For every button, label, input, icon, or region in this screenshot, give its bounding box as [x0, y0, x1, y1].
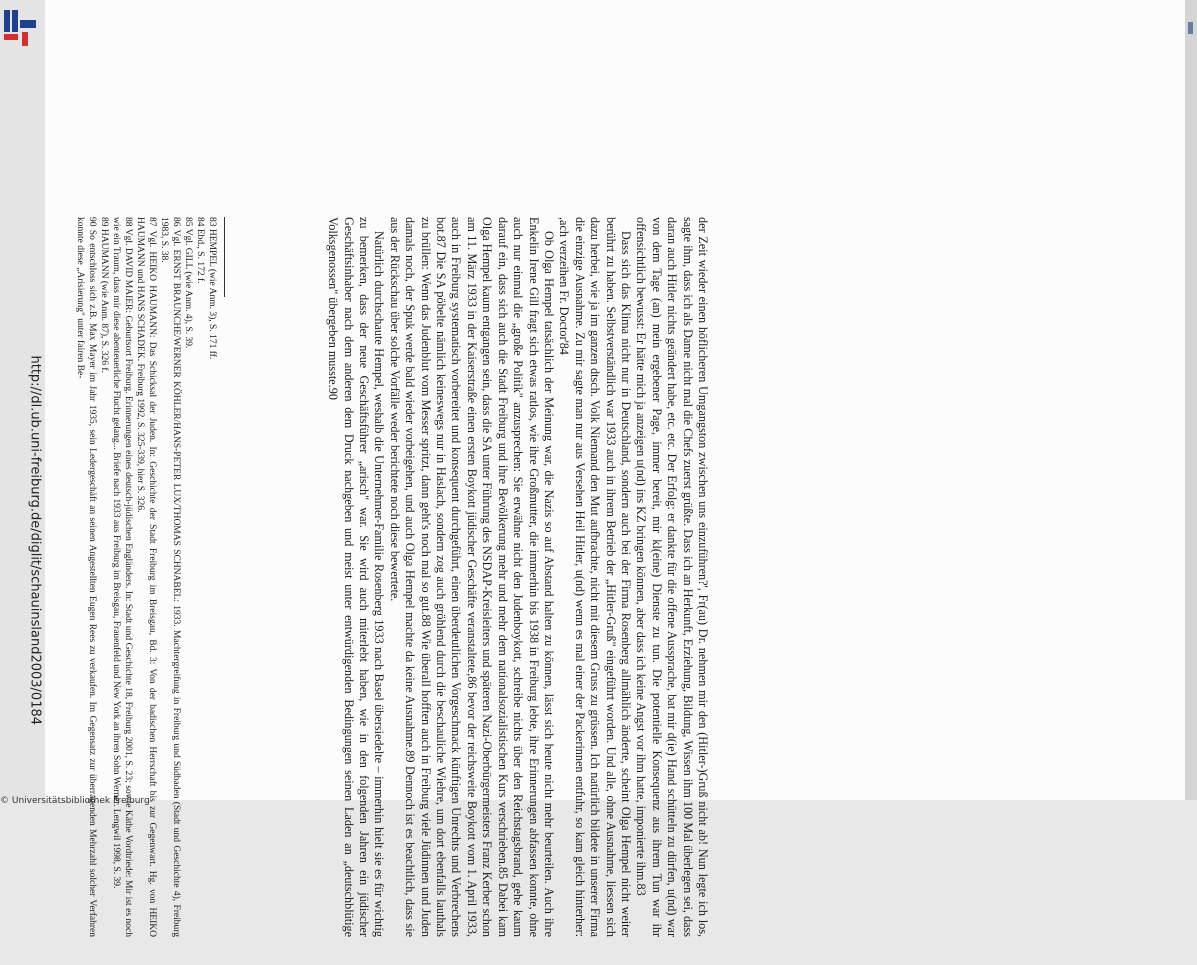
paragraph: der Zeit wieder einen höflicheren Umgangston zwischen uns einzuführen?', Fr(au) Dr. nehmen mir den (Hitler-)Gruß nicht ab! Nun legte ich los, sagte ihm, dass ich als Dame nicht mal die Chefs zuerst grüßte. Dass ich an Herkunft, Erziehung, Bildung, Wissen ihm 100 Mal überlegen sei, dass daran auch Hitler nichts geändert habe, etc. etc. Der Erfolg: er dankte für die offene Aussprache, bat mir d(ie) Hand schütteln zu dürfen, u(nd) war von dem Tage (an) mein ergebener Page, immer bereit, mir kl(eine) Dienste zu tun. Die potentielle Konsequenz aus ihrem Tun war ihr offensichtlich bewusst: Er hätte mich ja anzeigen u(nd) ins KZ bringen können, aber dass ich keine Angst vor ihm hatte, imponierte ihm.83 [634, 217, 710, 937]
paragraph: Dass sich das Klima nicht nur in Deutschland, sondern auch bei der Firma Rosenberg allmählich änderte, scheint Olga Hempel nicht weiter berührt zu haben. Selbstverständlich war 1933 auch in ihrem Betrieb der „Hitler-Gruß" eingeführt worden. Und alle, ohne Ausnahme, liessen sich dazu herbei, wie ja im ganzen dtsch. Volk Niemand den Mut aufbrachte, nicht mit diesem Gruss zu grüssen. Ich natürlich bildete in unserer Firma die einzige Ausnahme. Zu mir sagte man nur aus Versehen Heil Hitler, u(nd) wenn es mal einer der Packerinnen entfuhr, so kam gleich hinterher: ,ach verzeihen Fr. Doctor'84 [557, 217, 633, 937]
footnote: 84 Ebd., S. 172 f. [195, 217, 205, 284]
footnote: 90 So entschloss sich z.B. Max Mayer im Jahr 1935, sein Ledergeschäft an seinen Angestellten Eugen Rees zu verkaufen. Im Gegensatz zur überragenden Mehrzahl solcher Verfahren konnte diese „Arisierung" unter fairen Be- [75, 217, 97, 937]
page-url[interactable]: http://dl.ub.uni-freiburg.de/diglit/schauinsland2003/0184 [27, 355, 43, 726]
footnote: 87 Vgl. HEIKO HAUMANN: Das Schicksal der Juden. In: Geschichte der Stadt Freiburg im Breisgau, Bd. 3: Von der badischen Herrschaft bis zur Gegenwart. Hg. von HEIKO HAUMANN und HANS SCHADEK. Freiburg 1992, S. 325-339, hier S. 326. [135, 217, 157, 937]
paragraph: Ob Olga Hempel tatsächlich der Meinung war, die Nazis so auf Abstand halten zu können, lässt sich heute nicht mehr beurteilen. Auch ihre Enkelin Irene Gill fragt sich etwas ratlos, wie ihre Großmutter, die immerhin bis 1938 in Freiburg lebte, ihre Erinnerungen abfassen konnte, ohne auch nur einmal die „große Politik" anzusprechen: Sie erwähne nicht den Judenboykott, schreibe nichts über den Reichstagsbrand, gehe kaum darauf ein, dass sich auch die Stadt Freiburg und ihre Bevölkerung mehr und mehr dem nationalsozialistischen Kurs verschrieben.85 Dabei kam Olga Hempel kaum entgangen sein, dass die SA unter Führung des NSDAP-Kreisleiters und späteren Nazi-Oberbürgermeisters Franz Kerber schon am 11. März 1933 in der Kaiserstraße einen ersten Boykott jüdischer Geschäfte veranstaltete,86 bevor der reichsweite Boykott vom 1. April 1933, auch in Freiburg systematisch vorbereitet und konsequent durchgeführt, einen überdeutlichen Vorgeschmack künftigen Unrechts und Verbrechens bot.87 Die SA pöbelte nämlich keineswegs nur in Haslach, sondern zog auch gröhlend durch die beschauliche Wiehre, um dort ebenfalls lauthals zu brüllen: Wenn das Judenblut vom Messer spritzt, dann geht's noch mal so gut.88 Wie überall hofften auch in Freiburg viele Jüdinnen und Juden damals noch, der Spuk werde bald wieder vorbeigehen, und auch Olga Hempel machte da keine Ausnahme.89 Dennoch ist es beachtlich, dass sie aus der Rückschau über solche Vorfälle weder berichtete noch diese bewertete. [387, 217, 556, 938]
copyright-text: © Universitätsbibliothek Freiburg [0, 796, 150, 806]
paragraph: Natürlich durchschaute Hempel, weshalb die Unternehmer-Familie Rosenberg 1933 nach Basel übersiedelte – immerhin hielt sie es für wichtig zu bemerken, dass der neue Geschäftsführer „arisch" war. Sie wird auch miterlebt haben, wie in den folgenden Jahren ein jüdischer Geschäftsinhaber nach dem anderen dem Druck nachgeben und meist unter entwürdigenden Bedingungen seinen Laden an „deutschblütige Volksgenossen" übergeben musste.90 [326, 217, 387, 937]
viewer-right-edge [1185, 0, 1197, 800]
footnotes [74, 217, 218, 937]
footnote: 83 HEMPEL (wie Anm. 3), S. 171 ff. [207, 217, 217, 360]
body-text [325, 217, 710, 937]
footnote: 85 Vgl. GILL (wie Anm. 4), S. 39. [183, 217, 193, 349]
copyright-strip [0, 790, 150, 806]
rotated-page-content [0, 195, 730, 965]
footnote-divider [224, 217, 225, 297]
scroll-marker[interactable] [1188, 22, 1193, 34]
footnote: 89 HAUMANN (wie Anm. 87), S. 326 f. [99, 217, 109, 373]
library-logo-icon [2, 8, 40, 48]
footnote: 88 Vgl. DAVID MAIER: Geburtsort Freiburg. Erinnerungen eines deutsch-jüdischen Engländers. In: Stadt und Geschichte 18, Freiburg 2001, S. 23; sowie Käthe Vordtriede: Mir ist es noch wie ein Traum, dass mir diese abenteuerliche Flucht gelang... Briefe nach 1933 aus Freiburg im Breisgau, Frauenfeld und New York an ihren Sohn Werner. Lengwil 1998, S. 39. [111, 217, 133, 937]
footnote: 86 Vgl. ERNST BRAUNCHE/WERNER KÖHLER/HANS-PETER LUX/THOMAS SCHNABEL: 1933. Machtergreifung in Freiburg und Südbaden (Stadt und Geschichte 4), Freiburg 1983, S. 38. [159, 217, 181, 937]
